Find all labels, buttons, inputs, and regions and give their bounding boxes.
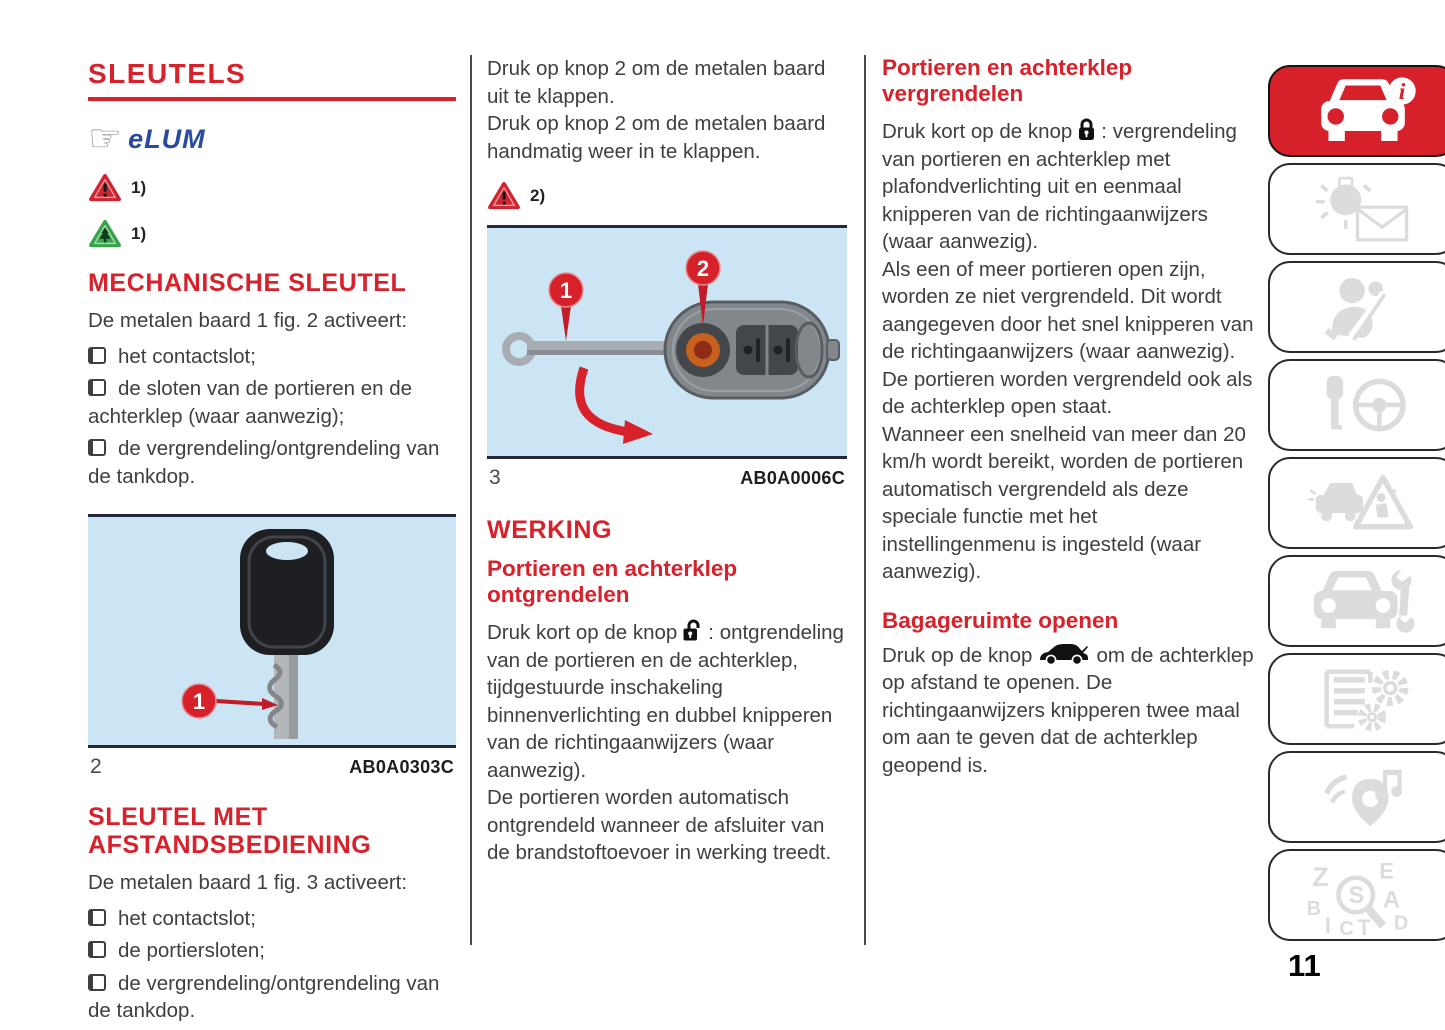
elum-logo [88,117,456,161]
text-after-icon: om de achterklep op afstand te openen. De richtingaanwijzers knipperen twee maal om aan te geven dat de achterklep geopend is. [882,643,1254,777]
starting-driving-icon [1293,365,1433,445]
lock-paragraph [882,117,1254,256]
trunk-paragraph [882,642,1254,780]
index-letter: Z [1312,860,1329,892]
index-letter: S [1348,883,1365,910]
page-number: 11 [1288,948,1321,983]
bullet-text: de vergrendeling/ontgrendeling van de tankdop. [88,971,440,1022]
sidebar-tab-emergency[interactable] [1268,457,1445,549]
figure-mechanical-key [88,514,456,781]
left-column [88,55,456,1030]
warning-ref: 1) [131,178,147,197]
multimedia-icon [1293,757,1433,837]
red-warning-triangle-icon [487,181,521,211]
bullet-text: de sloten van de portieren en de achterklep (waar aanwezig); [88,377,413,428]
bullet-text: de vergrendeling/ontgrendeling van de tankdop. [88,437,440,488]
sidebar-tab-index[interactable] [1268,849,1445,941]
emergency-icon [1293,463,1433,543]
column-divider [470,55,472,945]
page-title: SLEUTELS [88,59,456,101]
callout-1: 1 [559,278,573,303]
warning-row [487,179,847,213]
remote-bullet-list [88,905,456,1025]
index-letter: E [1379,858,1394,884]
figure-caption [88,748,456,781]
closed-padlock-icon [1078,117,1095,142]
warning-ref: 2) [530,186,546,205]
square-bullet-icon [88,439,106,456]
warning-ref: 1) [131,224,147,243]
square-bullet-icon [88,909,106,926]
right-column [882,55,1254,779]
fold-in-sentence: Druk op knop 2 om de metalen baard handmatig weer in te klappen. [487,112,826,163]
list-item [88,905,456,933]
mechanical-key-illustration [88,517,456,745]
lock-paragraph-3: Wanneer een snelheid van meer dan 20 km/h wordt bereikt, worden de portieren automatisch vergrendeld als deze speciale functie met het instellingenmenu is ingesteld (waar aanwezig). [882,422,1246,583]
text-after-icon: : ontgrendeling van de portieren en de achterklep, tijdgestuurde inschakeling binnenverlichting en dubbel knipperen van de richtingaanwijzers (waar aanwezig). [487,621,844,782]
remote-key-illustration [487,228,847,456]
middle-column [487,55,847,867]
lock-paragraph-2: Als een of meer portieren open zijn, worden ze niet vergrendeld. Dit wordt aangegeven door het snel knipperen van de richtingaanwijzers (waar aanwezig). De portieren worden vergrendeld ook als de achterklep open staat. [882,257,1254,418]
figure-image-mechanical-key [88,514,456,748]
index-letter: C [1339,918,1354,935]
text-before-icon: Druk op de knop [882,643,1033,667]
index-letter: A [1383,887,1401,914]
sidebar-tab-vehicle-info[interactable] [1268,65,1445,157]
figure-remote-key [487,225,847,492]
fold-out-sentence: Druk op knop 2 om de metalen baard uit te klappen. [487,57,826,108]
list-item [88,375,456,430]
car-open-trunk-icon [1038,642,1090,666]
index-letter: D [1393,912,1409,935]
square-bullet-icon [88,941,106,958]
text-after-icon: : vergrendeling van portieren en achterklep met plafondverlichting uit en eenmaal knipperen van de richtingaanwijzers (waar aanwezig). [882,120,1237,253]
column-divider [864,55,866,945]
open-padlock-icon [683,618,702,643]
car-info-icon [1293,71,1433,151]
sidebar-tab-warning-lights[interactable] [1268,163,1445,255]
green-warning-triangle-icon [88,219,122,249]
index-icon [1293,855,1433,935]
elum-logo-text: eLUM [128,123,206,154]
sidebar-tab-safety[interactable] [1268,261,1445,353]
servicing-icon [1293,561,1433,641]
list-item [88,435,456,490]
green-warning-row [88,217,456,251]
list-item [88,937,456,965]
subheading-trunk: Bagageruimte openen [882,607,1119,633]
unlock-paragraph [487,618,847,784]
unlock-paragraph-2: De portieren worden automatisch ontgrendeld wanneer de afsluiter van de brandstoftoevoer in werking treedt. [487,786,832,864]
sidebar-tab-starting-driving[interactable] [1268,359,1445,451]
red-warning-triangle-icon [88,173,122,203]
square-bullet-icon [88,974,106,991]
section-heading-werking: WERKING [487,516,613,544]
list-item [88,343,456,371]
figure-image-remote-key [487,225,847,459]
index-letter: T [1357,915,1371,935]
figure-number: 3 [489,466,501,489]
index-letter: B [1306,898,1322,920]
callout-2: 2 [696,256,710,281]
square-bullet-icon [88,379,106,396]
square-bullet-icon [88,347,106,364]
red-warning-row [88,171,456,205]
figure-caption [487,459,847,492]
bullet-text: het contactslot; [118,344,256,368]
section-heading-remote-key: SLEUTEL MET AFSTANDSBEDIENING [88,803,372,859]
remote-intro: De metalen baard 1 fig. 3 activeert: [88,871,408,894]
mechanical-bullet-list [88,343,456,491]
subheading-unlock: Portieren en achterklep ontgrendelen [487,556,738,607]
safety-icon [1293,267,1433,347]
bullet-text: de portiersloten; [118,939,266,962]
figure-code: AB0A0006C [740,468,845,488]
text-before-icon: Druk kort op de knop [882,120,1073,143]
list-item [88,970,456,1025]
sidebar-tab-technical-data[interactable] [1268,653,1445,745]
sidebar-tab-multimedia[interactable] [1268,751,1445,843]
figure-code: AB0A0303C [349,757,454,777]
index-letter: I [1324,913,1331,935]
callout-1: 1 [192,689,206,714]
section-heading-mechanical-key: MECHANISCHE SLEUTEL [88,269,407,297]
warning-lights-messages-icon [1293,169,1433,249]
text-before-icon: Druk kort op de knop [487,621,678,644]
technical-data-icon [1293,659,1433,739]
bullet-text: het contactslot; [118,906,256,930]
mechanical-intro: De metalen baard 1 fig. 2 activeert: [88,309,408,332]
pointing-hand-icon: ☞ [88,118,123,160]
sidebar-tab-servicing[interactable] [1268,555,1445,647]
figure-number: 2 [90,755,102,778]
subheading-lock: Portieren en achterklep vergrendelen [882,55,1133,106]
svg-text:i: i [1398,79,1406,106]
